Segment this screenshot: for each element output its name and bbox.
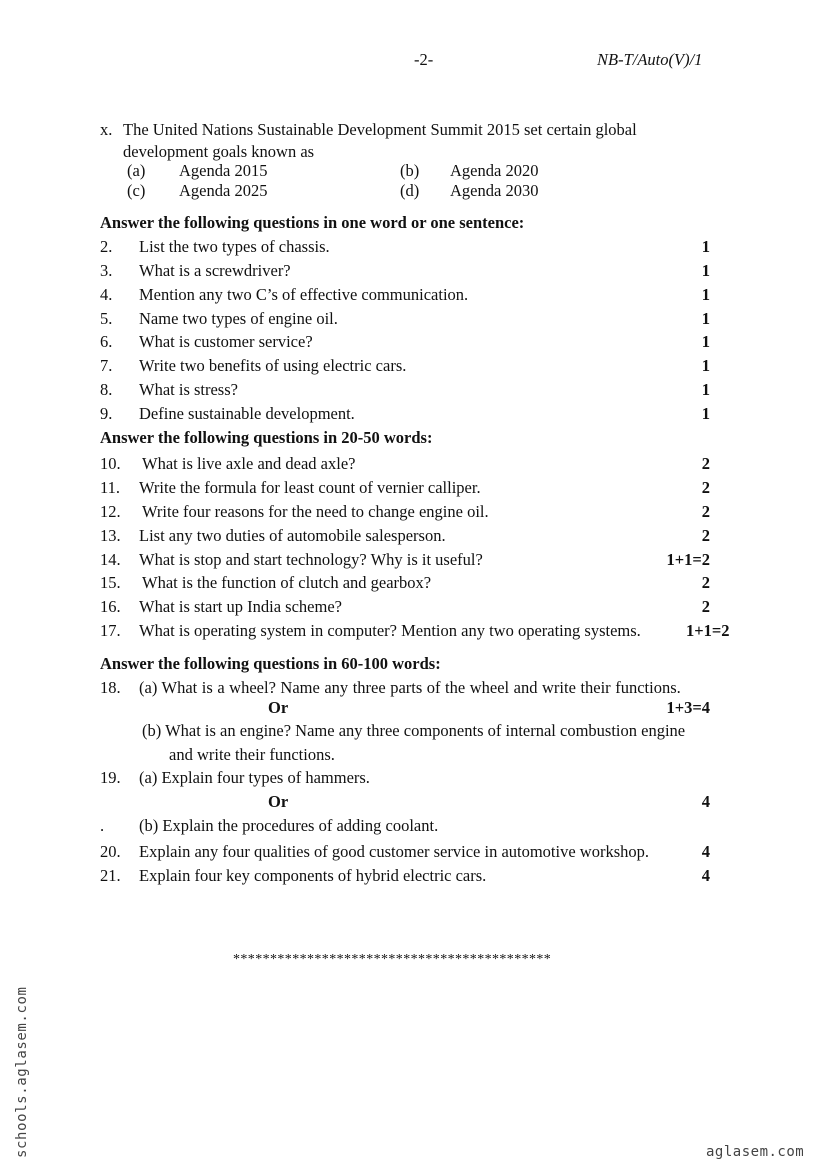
option-key: (a) xyxy=(127,161,146,180)
question-text: (b) Explain the procedures of adding coolant. xyxy=(139,816,439,835)
question-number: 5. xyxy=(100,309,113,328)
marks: 1+3=4 xyxy=(666,698,710,717)
marks: 2 xyxy=(701,454,710,473)
question-text: List the two types of chassis. xyxy=(139,237,330,256)
question-number: 18. xyxy=(100,678,121,697)
question-number: 15. xyxy=(100,573,121,592)
question-text: What is a screwdriver? xyxy=(139,261,291,280)
option-key: (b) xyxy=(400,161,420,180)
question-text: What is customer service? xyxy=(139,332,313,351)
marks: 2 xyxy=(701,573,710,592)
marks: 2 xyxy=(701,526,710,545)
question-number: 19. xyxy=(100,768,121,787)
marks: 2 xyxy=(701,502,710,521)
question-text: What is operating system in computer? Mention any two operating systems. xyxy=(139,621,641,640)
side-watermark: schools.aglasem.com xyxy=(14,986,30,1158)
marks: 1 xyxy=(701,261,710,280)
marks: 2 xyxy=(701,597,710,616)
question-number: 16. xyxy=(100,597,121,616)
or-label: Or xyxy=(268,698,289,717)
question-number: 11. xyxy=(100,478,121,497)
question-text: What is start up India scheme? xyxy=(139,597,342,616)
marks: 1 xyxy=(701,237,710,256)
question-text: development goals known as xyxy=(123,142,315,161)
marks: 4 xyxy=(701,842,710,861)
question-text: (a) What is a wheel? Name any three parts of the wheel and write their functions. xyxy=(139,678,681,697)
marks: 1 xyxy=(701,309,710,328)
marks: 1+1=2 xyxy=(686,621,730,640)
question-number: 10. xyxy=(100,454,121,473)
question-text: What is stop and start technology? Why is it useful? xyxy=(139,550,483,569)
question-text: The United Nations Sustainable Development Summit 2015 set certain global xyxy=(123,120,637,139)
question-number: 14. xyxy=(100,550,121,569)
question-text: Name two types of engine oil. xyxy=(139,309,338,328)
marks: 1 xyxy=(701,332,710,351)
question-text: Explain any four qualities of good customer service in automotive workshop. xyxy=(139,842,650,861)
marks: 1+1=2 xyxy=(666,550,710,569)
question-text: Write two benefits of using electric cars. xyxy=(139,356,407,375)
or-label: Or xyxy=(268,792,289,811)
question-text: Define sustainable development. xyxy=(139,404,355,423)
question-label: x. xyxy=(100,120,113,139)
question-number: 20. xyxy=(100,842,121,861)
option-text: Agenda 2030 xyxy=(450,181,539,200)
question-text: Write the formula for least count of vernier calliper. xyxy=(139,478,481,497)
corner-watermark: aglasem.com xyxy=(706,1144,805,1160)
option-text: Agenda 2020 xyxy=(450,161,539,180)
question-number: 21. xyxy=(100,866,121,885)
question-text: (a) Explain four types of hammers. xyxy=(139,768,370,787)
marks: 1 xyxy=(701,285,710,304)
question-text: (b) What is an engine? Name any three components of internal combustion engine xyxy=(142,721,686,740)
question-number: 13. xyxy=(100,526,121,545)
question-number: 4. xyxy=(100,285,113,304)
question-text: List any two duties of automobile salesperson. xyxy=(139,526,446,545)
marks: 4 xyxy=(701,792,710,811)
page-number: -2- xyxy=(414,50,434,69)
question-text: Explain four key components of hybrid electric cars. xyxy=(139,866,487,885)
question-number: 17. xyxy=(100,621,121,640)
paper-code: NB-T/Auto(V)/1 xyxy=(597,50,703,69)
question-number: 2. xyxy=(100,237,113,256)
end-stars: ******************************************* xyxy=(233,952,552,967)
question-text: and write their functions. xyxy=(169,745,335,764)
question-number: 12. xyxy=(100,502,121,521)
marks: 4 xyxy=(701,866,710,885)
question-number: 8. xyxy=(100,380,113,399)
question-number: 6. xyxy=(100,332,113,351)
question-text: What is stress? xyxy=(139,380,238,399)
marks: 1 xyxy=(701,380,710,399)
section-heading: Answer the following questions in 20-50 words: xyxy=(100,428,433,447)
question-number: 3. xyxy=(100,261,113,280)
marks: 2 xyxy=(701,478,710,497)
question-number: 9. xyxy=(100,404,113,423)
option-key: (c) xyxy=(127,181,146,200)
question-text: Mention any two C’s of effective communication. xyxy=(139,285,469,304)
marks: 1 xyxy=(701,356,710,375)
option-key: (d) xyxy=(400,181,420,200)
question-text: What is live axle and dead axle? xyxy=(142,454,356,473)
marks: 1 xyxy=(701,404,710,423)
question-text: What is the function of clutch and gearbox? xyxy=(142,573,432,592)
question-text: Write four reasons for the need to change engine oil. xyxy=(142,502,489,521)
option-text: Agenda 2015 xyxy=(179,161,268,180)
question-number: 7. xyxy=(100,356,113,375)
section-heading: Answer the following questions in 60-100 words: xyxy=(100,654,441,673)
section-heading: Answer the following questions in one word or one sentence: xyxy=(100,213,525,232)
option-text: Agenda 2025 xyxy=(179,181,268,200)
question-number: . xyxy=(100,816,105,835)
